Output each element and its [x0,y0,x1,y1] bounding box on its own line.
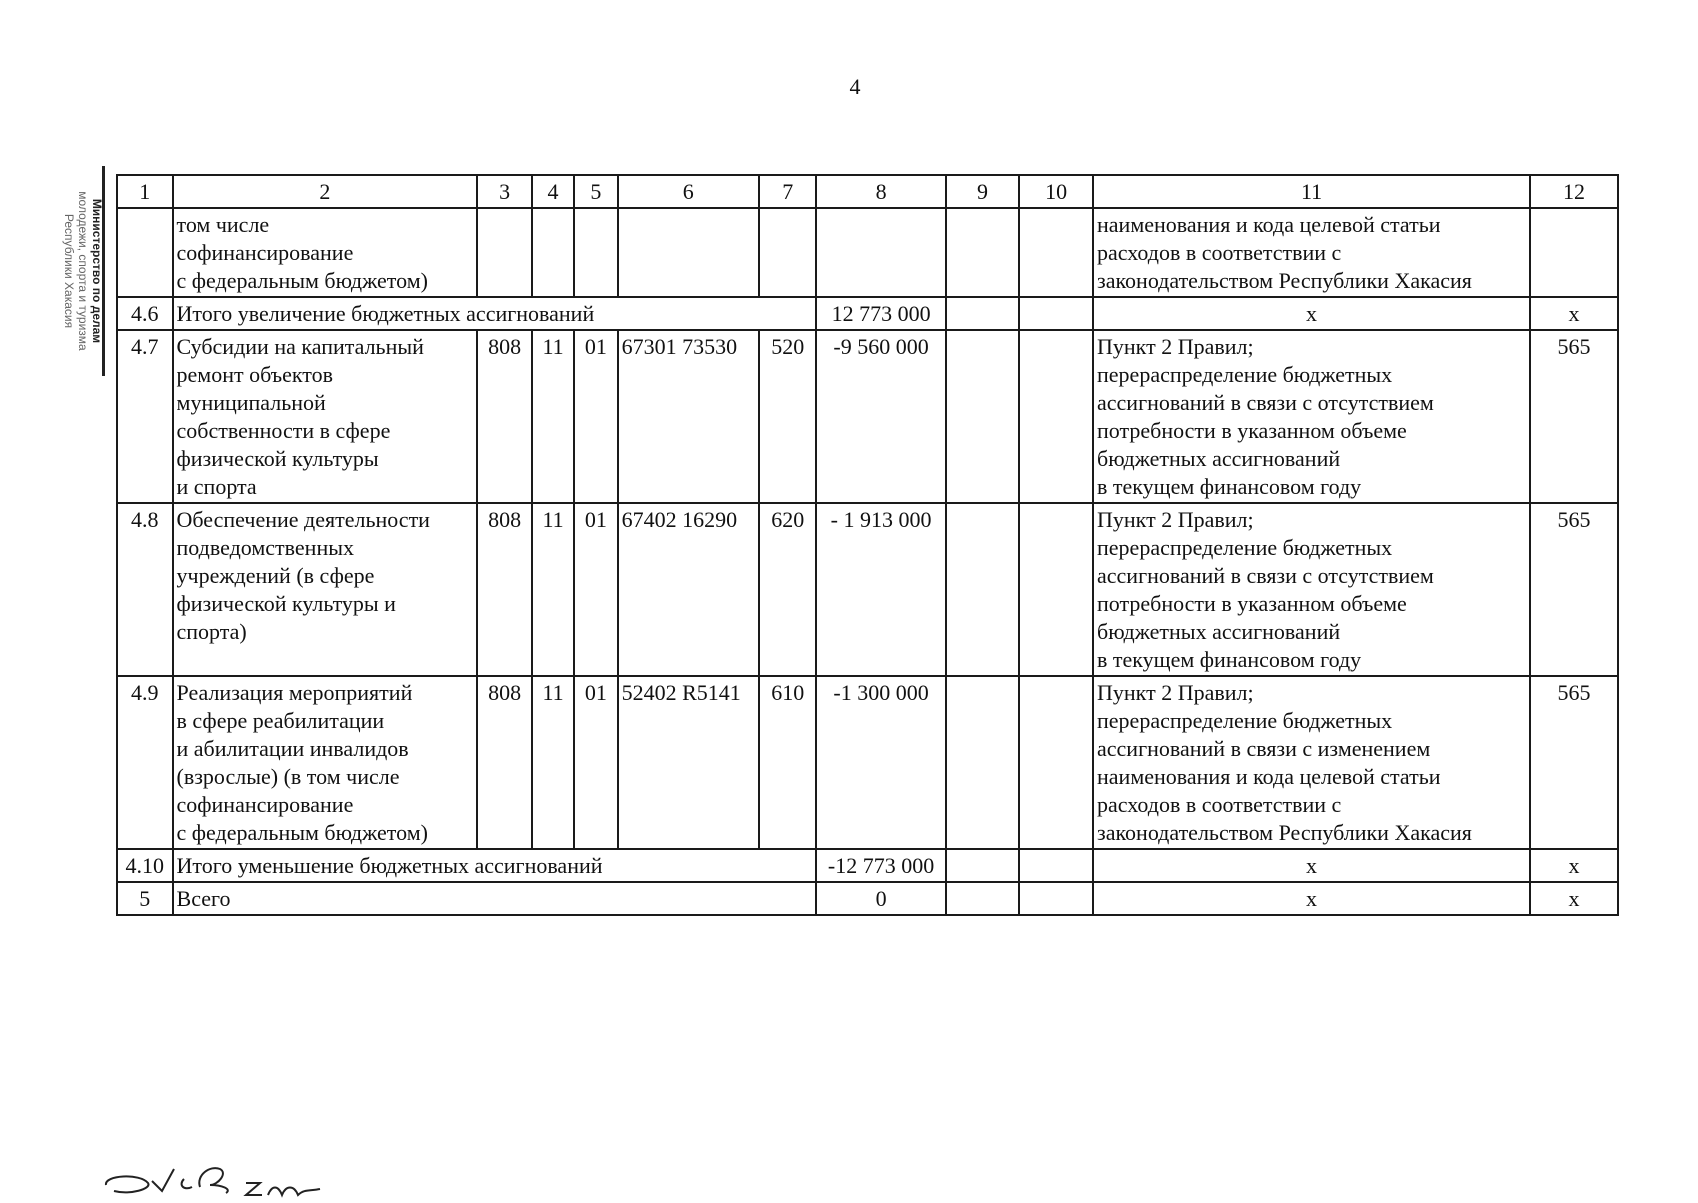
amount-cell: -12 773 000 [816,849,945,882]
amount-cell: 12 773 000 [816,297,945,330]
total-label-cell: Итого увеличение бюджетных ассигнований [173,297,817,330]
amount-cell: -1 300 000 [816,676,945,849]
description-cell: Реализация мероприятий в сфере реабилитации и абилитации инвалидов (взрослые) (в том числе софинансирование с федеральным бюджетом) [173,676,478,849]
header-cell: 11 [1093,175,1530,208]
ministry-code-cell [477,208,532,297]
description-cell: том числе софинансирование с федеральным бюджетом) [173,208,478,297]
basis-cell: наименования и кода целевой статьи расходов в соответствии с законодательством Республики Хакасия [1093,208,1530,297]
col10-cell [1019,849,1093,882]
col12-cell: 565 [1530,676,1618,849]
col9-cell [946,849,1020,882]
basis-cell: Пункт 2 Правил; перераспределение бюджетных ассигнований в связи с изменением наименования и кода целевой статьи расходов в соответствии с законодательством Республики Хакасия [1093,676,1530,849]
col10-cell [1019,676,1093,849]
header-cell: 2 [173,175,478,208]
col9-cell [946,297,1020,330]
col12-cell: x [1530,882,1618,915]
col9-cell [946,882,1020,915]
col12-cell: x [1530,297,1618,330]
header-cell: 5 [574,175,617,208]
page-number: 4 [849,74,861,99]
target-article-cell: 52402 R5141 [618,676,759,849]
ministry-stamp [62,166,104,376]
target-article-cell [618,208,759,297]
description-cell: Субсидии на капитальный ремонт объектов муниципальной собственности в сфере физической культуры и спорта [173,330,478,503]
basis-cell: Пункт 2 Правил; перераспределение бюджетных ассигнований в связи с отсутствием потребности в указанном объеме бюджетных ассигнований в текущем финансовом году [1093,330,1530,503]
section-code-cell: 11 [532,330,574,503]
basis-cell: x [1093,849,1530,882]
total-row [117,849,1618,882]
handwritten-signature [100,1155,380,1203]
target-article-cell: 67402 16290 [618,503,759,676]
col10-cell [1019,208,1093,297]
col9-cell [946,330,1020,503]
section-code-cell [532,208,574,297]
ministry-code-cell: 808 [477,330,532,503]
col12-cell: x [1530,849,1618,882]
header-cell: 8 [816,175,945,208]
total-row [117,297,1618,330]
stamp-line-2: молодежи, спорта и туризма [76,191,90,351]
expense-type-cell [759,208,817,297]
row-number-cell: 5 [117,882,173,915]
row-number-cell: 4.6 [117,297,173,330]
ministry-code-cell: 808 [477,676,532,849]
total-row [117,882,1618,915]
header-cell: 12 [1530,175,1618,208]
section-code-cell: 11 [532,503,574,676]
header-cell: 10 [1019,175,1093,208]
stamp-line-1: Министерство по делам [90,198,104,344]
col10-cell [1019,297,1093,330]
row-number-cell: 4.8 [117,503,173,676]
target-article-cell: 67301 73530 [618,330,759,503]
col12-cell: 565 [1530,503,1618,676]
basis-cell: x [1093,297,1530,330]
header-cell: 1 [117,175,173,208]
subsection-code-cell [574,208,617,297]
col9-cell [946,503,1020,676]
basis-cell: x [1093,882,1530,915]
subsection-code-cell: 01 [574,676,617,849]
col10-cell [1019,503,1093,676]
col10-cell [1019,882,1093,915]
ministry-code-cell: 808 [477,503,532,676]
col9-cell [946,208,1020,297]
row-number-cell: 4.9 [117,676,173,849]
stamp-text [64,166,104,376]
table-body [117,175,1618,915]
expense-type-cell: 610 [759,676,817,849]
header-cell: 6 [618,175,759,208]
table-row [117,208,1618,297]
amount-cell: -9 560 000 [816,330,945,503]
total-label-cell: Итого уменьшение бюджетных ассигнований [173,849,817,882]
col12-cell [1530,208,1618,297]
col9-cell [946,676,1020,849]
expense-type-cell: 520 [759,330,817,503]
total-label-cell: Всего [173,882,817,915]
header-row [117,175,1618,208]
col12-cell: 565 [1530,330,1618,503]
amount-cell [816,208,945,297]
budget-allocations-table [116,174,1619,916]
header-cell: 4 [532,175,574,208]
amount-cell: 0 [816,882,945,915]
description-cell: Обеспечение деятельности подведомственных учреждений (в сфере физической культуры и спорта) [173,503,478,676]
header-cell: 3 [477,175,532,208]
subsection-code-cell: 01 [574,330,617,503]
col10-cell [1019,330,1093,503]
stamp-line-3: Республики Хакасия [62,213,76,329]
table-row [117,330,1618,503]
row-number-cell: 4.7 [117,330,173,503]
subsection-code-cell: 01 [574,503,617,676]
row-number-cell: 4.10 [117,849,173,882]
expense-type-cell: 620 [759,503,817,676]
header-cell: 9 [946,175,1020,208]
basis-cell: Пункт 2 Правил; перераспределение бюджетных ассигнований в связи с отсутствием потребности в указанном объеме бюджетных ассигнований в текущем финансовом году [1093,503,1530,676]
table-row [117,676,1618,849]
amount-cell: - 1 913 000 [816,503,945,676]
header-cell: 7 [759,175,817,208]
row-number-cell [117,208,173,297]
section-code-cell: 11 [532,676,574,849]
table-row [117,503,1618,676]
